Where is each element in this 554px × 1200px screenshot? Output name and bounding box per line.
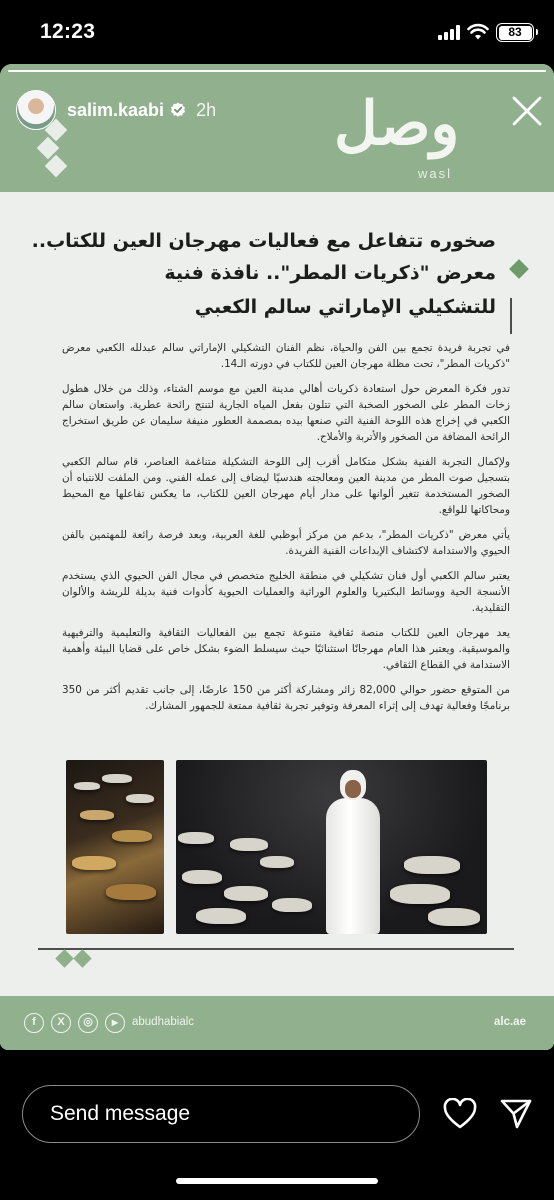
youtube-icon: ▶ <box>105 1013 125 1033</box>
facebook-icon: f <box>24 1013 44 1033</box>
headline-line-3: للتشكيلي الإماراتي سالم الكعبي <box>194 296 496 318</box>
send-message-placeholder: Send message <box>50 1102 191 1125</box>
headline-divider <box>510 298 512 334</box>
article-paragraph: في تجربة فريدة تجمع بين الفن والحياة، نظم الفنان التشكيلي الإماراتي سالم عبدلله الكعبي معرض "ذكريات المطر"، تحت مظلة مهرجان العين للكتاب في دورته الـ14. <box>62 342 510 370</box>
story-progress-fill <box>8 70 546 72</box>
logo-arabic-text: وصل <box>334 89 460 159</box>
article-paragraph: تدور فكرة المعرض حول استعادة ذكريات أهالي مدينة العين مع موسم الشتاء، وذلك من خلال هطول زخات المطر على الصخور الصخبة التي تتلون بفعل المياه الجارية لتنتج رائحة عطرية. واستعان سالم الكعبي في إخراج هذه اللوحة الفنية التي صنعها بيده بمصممة العطور منيفة سليمان عن طريق استخراج الرائحة المضافة من الصخور والأتربة والأملاح. <box>62 383 510 443</box>
article-footer-band <box>0 996 554 1050</box>
close-icon[interactable] <box>510 94 544 128</box>
status-time: 12:23 <box>40 20 96 43</box>
artist-figure <box>318 770 388 934</box>
footer-handle: abudhabialc <box>132 1016 195 1028</box>
wifi-icon <box>467 23 489 41</box>
verified-badge-icon <box>170 102 186 118</box>
instagram-icon: ◎ <box>78 1013 98 1033</box>
status-bar <box>0 0 554 64</box>
username[interactable]: salim.kaabi <box>67 99 165 120</box>
paper-plane-icon[interactable] <box>500 1098 532 1130</box>
exhibit-photo-closeup <box>66 760 164 934</box>
decorative-diamond <box>73 949 91 967</box>
story-viewer[interactable] <box>0 64 554 1050</box>
heart-icon[interactable] <box>443 1098 477 1130</box>
cellular-signal-icon <box>438 25 460 40</box>
story-time-ago: 2h <box>196 99 217 120</box>
send-message-input[interactable] <box>22 1085 420 1143</box>
decorative-diamond <box>55 949 73 967</box>
article-paragraph: يأتي معرض "ذكريات المطر"، بدعم من مركز أبوظبي للغة العربية، وبعد فرصة رائعة للمهتمين بالفن الحيوي والاستدامة لاكتشاف الإبداعات الفنية الفريدة. <box>62 529 510 557</box>
footer-site: alc.ae <box>494 1016 526 1028</box>
headline-line-1: صخوره تتفاعل مع فعاليات مهرجان العين للكتاب.. <box>31 230 496 252</box>
article-paragraph: ولإكمال التجربة الفنية بشكل متكامل أقرب إلى اللوحة التشكيلة متناغمة العناصر، قام سالم الكعبي بتسجيل صوت المطر من مدينة العين ومعالجته هندسيًا ليضاف إلى عمله الفني. ومن الملفت للانتباه أن الصخور المستخدمة تتغير ألوانها على مدار أيام مهرجان العين للكتاب، ما يعكس تفاعلها مع المحيط ومحاكاتها للواقع. <box>62 456 510 516</box>
x-icon: X <box>51 1013 71 1033</box>
home-indicator <box>176 1178 378 1184</box>
battery-level: 83 <box>499 26 532 40</box>
logo-latin-text: wasl <box>418 166 453 181</box>
story-progress-bar <box>8 70 546 72</box>
headline-marker-icon <box>509 259 529 279</box>
article-paragraph: يعتبر سالم الكعبي أول فنان تشكيلي في منطقة الخليج متخصص في مجال الفن الحيوي الذي يستخدم الأنسجة الحية ووسائط البكتيريا والعلوم الوراثية والعمليات الحيوية كأدوات فنية بديلة للريشة والألوان التقليدية. <box>62 570 510 614</box>
avatar[interactable] <box>16 90 56 130</box>
article-body <box>62 340 510 723</box>
story-user-row[interactable] <box>16 90 216 130</box>
article-paragraph: يعد مهرجان العين للكتاب منصة ثقافية متنوعة تجمع بين الفعاليات الثقافية والتعليمية والترفيهية والموسيقية. ويعتبر هذا العام مهرجانًا استثنائيًا حيث سيسلط الضوء بشكل خاص على قضايا البيئة وأهمية الاستدامة في القطاع الثقافي. <box>62 627 510 671</box>
battery-icon <box>496 23 534 42</box>
article-paragraph: من المتوقع حضور حوالي 82,000 زائر ومشاركة أكثر من 150 عارضًا، إلى جانب تقديم أكثر من 350 برنامجًا وفعالية تهدف إلى إثراء المعرفة وتوفير تجربة ثقافية ممتعة للجمهور المشارك. <box>62 684 510 712</box>
photo-divider <box>38 948 514 950</box>
wasl-logo <box>334 89 494 194</box>
headline-line-2: معرض "ذكريات المطر".. نافذة فنية <box>164 262 496 284</box>
exhibit-photo-artist <box>176 760 487 934</box>
